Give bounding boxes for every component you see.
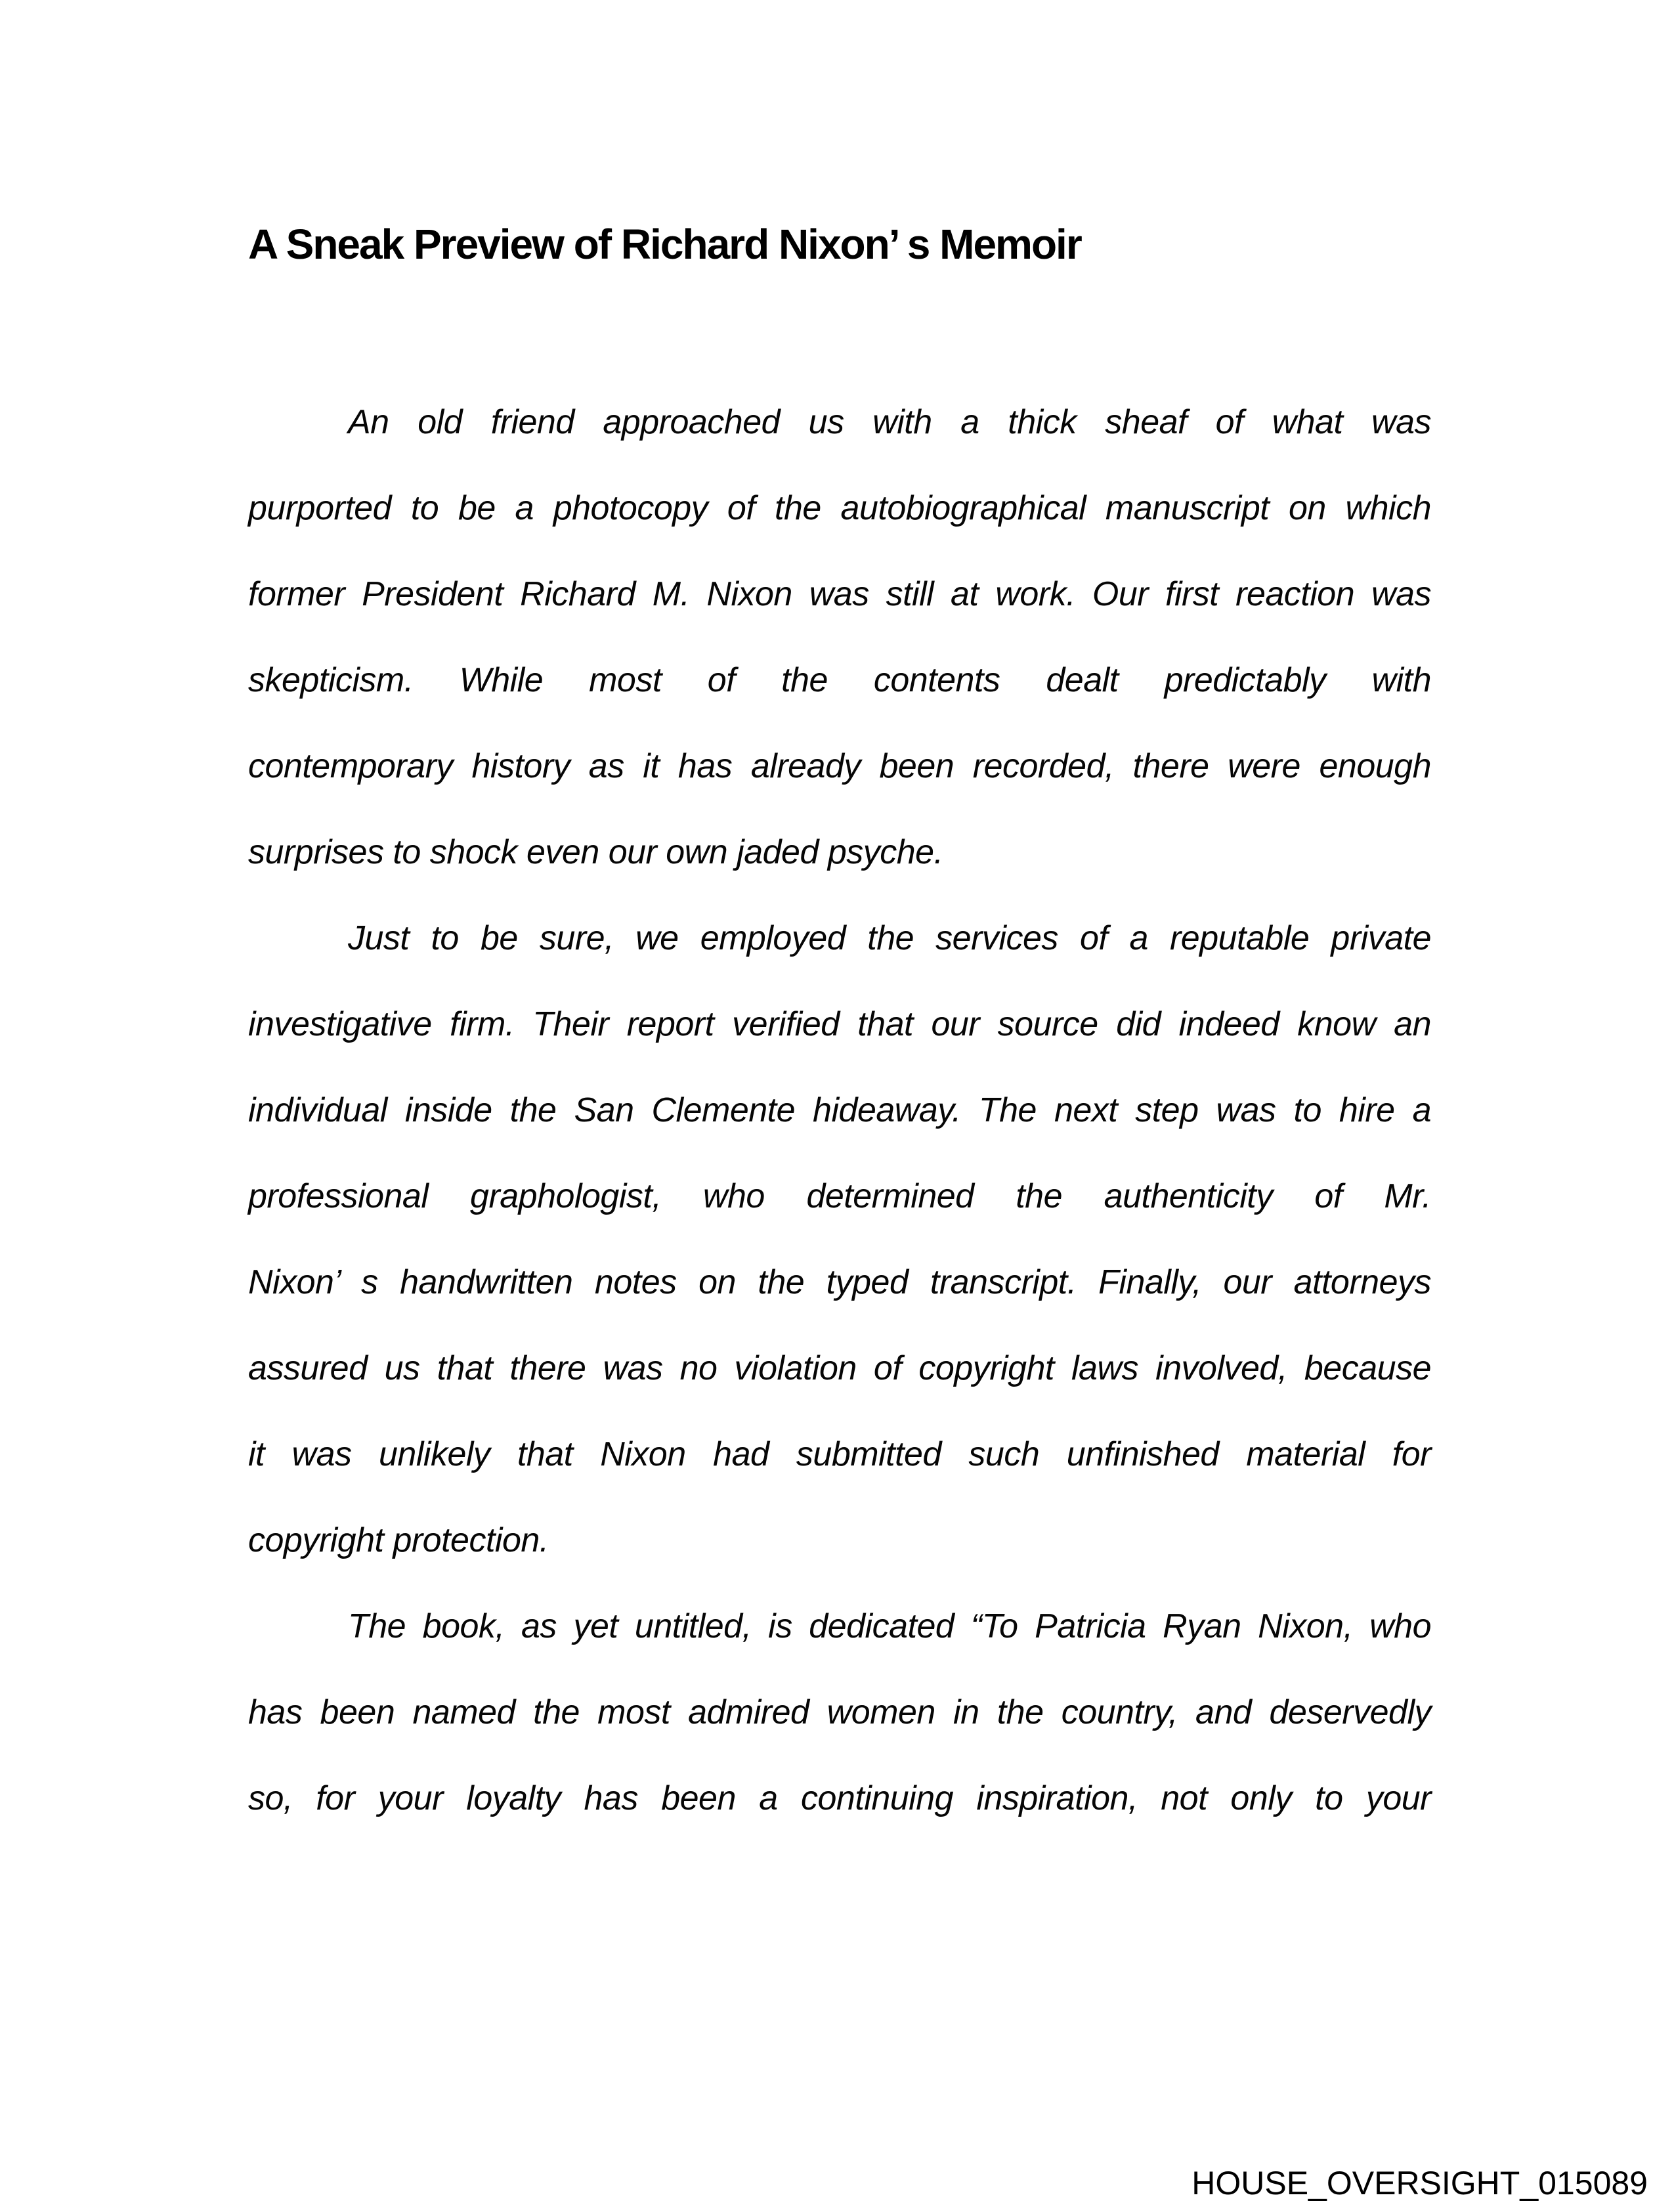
body-line: individual inside the San Clemente hideaway. The next step was to hire a <box>248 1091 1431 1129</box>
body-line: purported to be a photocopy of the autobiographical manuscript on which <box>248 489 1431 527</box>
body-line: it was unlikely that Nixon had submitted such unfinished material for <box>248 1435 1431 1473</box>
body-line: professional graphologist, who determined the authenticity of Mr. <box>248 1177 1431 1215</box>
body-line: Just to be sure, we employed the services of a reputable private <box>348 919 1431 957</box>
body-line: skepticism. While most of the contents dealt predictably with <box>248 661 1431 699</box>
body-line: The book, as yet untitled, is dedicated “To Patricia Ryan Nixon, who <box>348 1607 1431 1645</box>
body-line: An old friend approached us with a thick sheaf of what was <box>348 403 1431 441</box>
body-line: assured us that there was no violation of copyright laws involved, because <box>248 1349 1431 1387</box>
body-line: investigative firm. Their report verified that our source did indeed know an <box>248 1005 1431 1043</box>
body-line: so, for your loyalty has been a continuing inspiration, not only to your <box>248 1779 1431 1817</box>
body-line: contemporary history as it has already been recorded, there were enough <box>248 747 1431 785</box>
body-line: has been named the most admired women in the country, and deservedly <box>248 1693 1431 1731</box>
document-title: A Sneak Preview of Richard Nixon’ s Memoir <box>248 220 1081 268</box>
body-line: Nixon’ s handwritten notes on the typed transcript. Finally, our attorneys <box>248 1263 1431 1301</box>
document-body <box>248 380 1431 1842</box>
body-line: surprises to shock even our own jaded psyche. <box>248 833 943 871</box>
body-line: former President Richard M. Nixon was still at work. Our first reaction was <box>248 575 1431 613</box>
body-line: copyright protection. <box>248 1521 549 1559</box>
bates-number: HOUSE_OVERSIGHT_015089 <box>1191 2165 1648 2201</box>
